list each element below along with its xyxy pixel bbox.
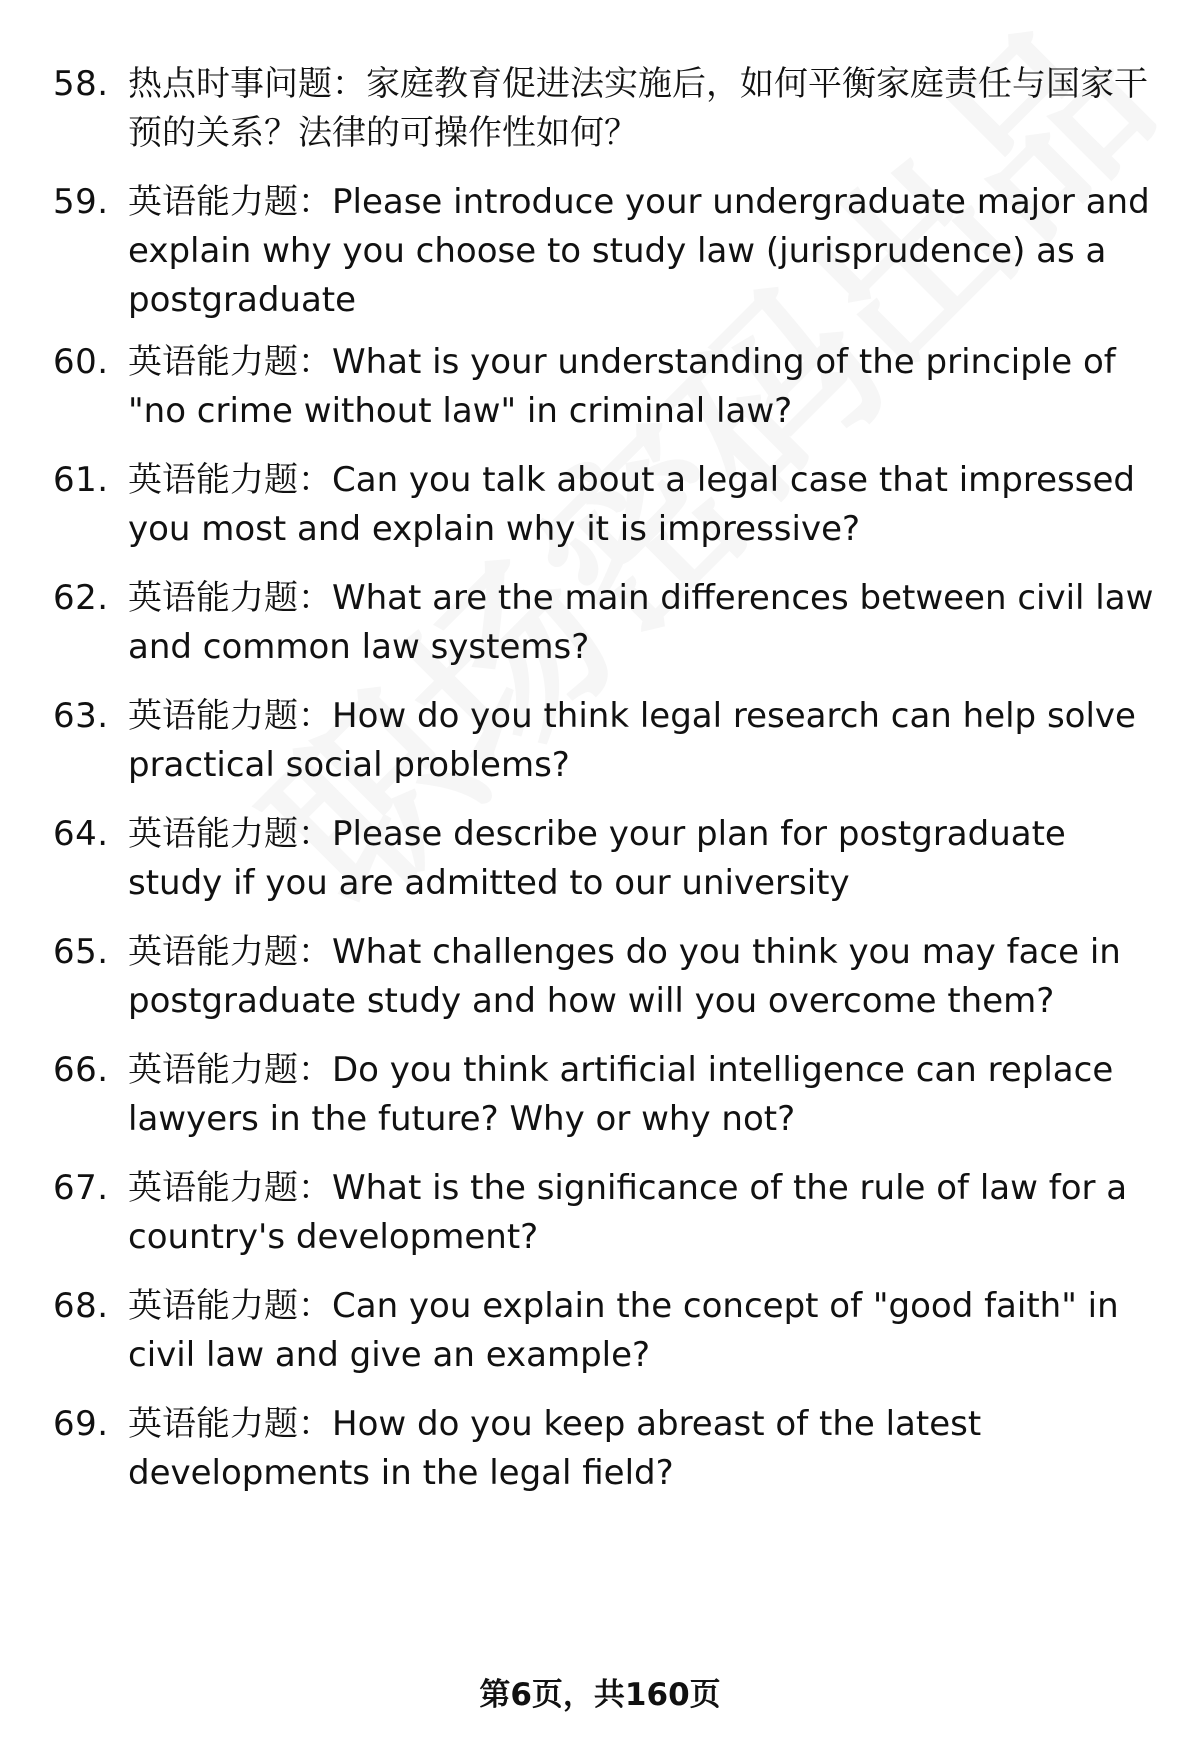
- question-number: 67.: [53, 1168, 109, 1208]
- question-text: 英语能力题：Please introduce your undergraduate major and explain why you choose to study law (jurisprudence) as a postgraduate: [128, 182, 1150, 320]
- question-text: 英语能力题：How do you keep abreast of the latest developments in the legal field?: [128, 1404, 982, 1493]
- question-text: 热点时事问题：家庭教育促进法实施后，如何平衡家庭责任与国家干预的关系？法律的可操作性如何？: [128, 64, 1148, 153]
- question-number: 60.: [53, 342, 109, 382]
- question-text: 英语能力题：What is the significance of the rule of law for a country's development?: [128, 1168, 1128, 1257]
- question-text: 英语能力题：What challenges do you think you may face in postgraduate study and how will you overcome them?: [128, 932, 1121, 1021]
- question-number: 68.: [53, 1286, 109, 1326]
- question-number: 66.: [53, 1050, 109, 1090]
- question-text: 英语能力题：Can you talk about a legal case that impressed you most and explain why it is impressive?: [128, 460, 1135, 549]
- question-text: 英语能力题：Can you explain the concept of "good faith" in civil law and give an example?: [128, 1286, 1119, 1375]
- question-number: 62.: [53, 578, 109, 618]
- question-number: 63.: [53, 696, 109, 736]
- question-number: 61.: [53, 460, 109, 500]
- question-text: 英语能力题：How do you think legal research can help solve practical social problems?: [128, 696, 1136, 785]
- question-text: 英语能力题：Please describe your plan for postgraduate study if you are admitted to our university: [128, 814, 1066, 903]
- question-number: 69.: [53, 1404, 109, 1444]
- question-number: 64.: [53, 814, 109, 854]
- question-text: 英语能力题：What is your understanding of the principle of "no crime without law" in criminal law?: [128, 342, 1116, 431]
- question-text: 英语能力题：What are the main differences between civil law and common law systems?: [128, 578, 1154, 667]
- question-text: 英语能力题：Do you think artificial intelligence can replace lawyers in the future? Why or why not?: [128, 1050, 1114, 1139]
- question-number: 65.: [53, 932, 109, 972]
- page-indicator: 第6页，共160页: [479, 1677, 721, 1713]
- question-number: 58.: [53, 64, 109, 104]
- question-number: 59.: [53, 182, 109, 222]
